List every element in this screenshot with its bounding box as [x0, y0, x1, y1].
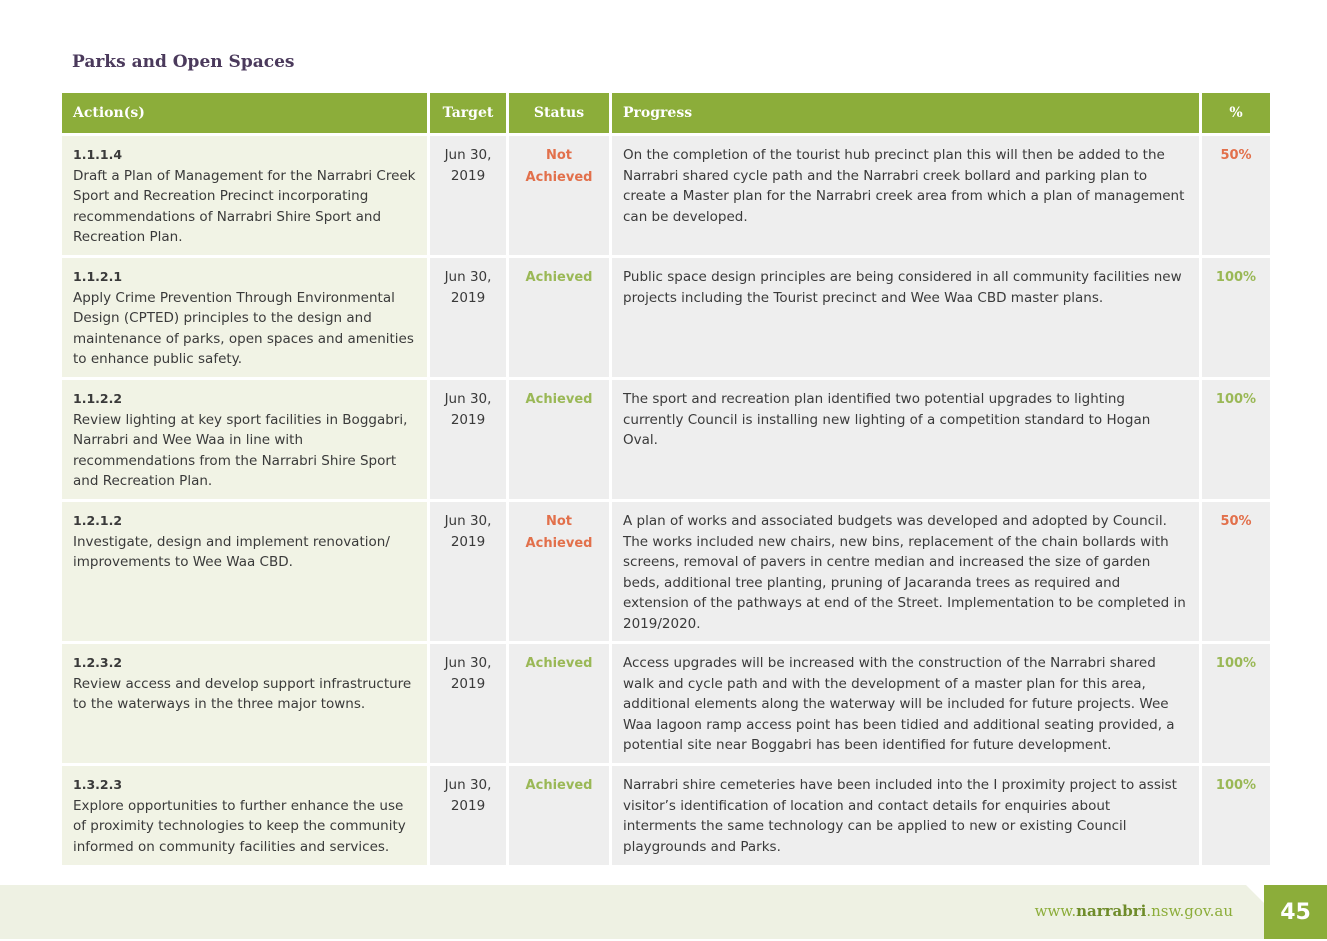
page-number: 45: [1264, 885, 1327, 939]
status-cell: [509, 644, 609, 763]
action-text: Explore opportunities to further enhance the use of proximity technologies to keep the community informed on community facilities and services.: [73, 797, 406, 855]
header-percent: %: [1202, 93, 1270, 133]
actions-table: [59, 90, 1273, 868]
url-suffix: .nsw.gov.au: [1146, 902, 1233, 920]
url-prefix: www.: [1034, 902, 1077, 920]
target-line2: 2019: [450, 289, 486, 306]
header-target: Target: [430, 93, 506, 133]
progress-cell: [612, 644, 1199, 763]
action-cell: [62, 644, 427, 763]
progress-text: Public space design principles are being considered in all community facilities new projects including the Tourist precinct and Wee Waa CBD master plans.: [623, 269, 1182, 306]
target-line2: 2019: [450, 797, 486, 814]
status-line1: Achieved: [525, 392, 593, 407]
target-line1: Jun 30,: [444, 269, 492, 285]
status-line1: Achieved: [525, 656, 593, 671]
percent-cell: [1202, 766, 1270, 865]
progress-cell: [612, 502, 1199, 641]
percent-cell: [1202, 258, 1270, 377]
percent-cell: [1202, 502, 1270, 641]
action-text: Apply Crime Prevention Through Environmental Design (CPTED) principles to the design and maintenance of parks, open spaces and amenities to enhance public safety.: [73, 289, 414, 367]
progress-text: On the completion of the tourist hub precinct plan this will then be added to the Narrabri shared cycle path and the Narrabri creek bollard and parking plan to create a Master plan for the Narrabri creek area from which a plan of management can be developed.: [623, 147, 1185, 225]
progress-cell: [612, 258, 1199, 377]
table-row: [62, 258, 1270, 377]
target-line1: Jun 30,: [444, 513, 492, 529]
table-row: [62, 766, 1270, 865]
status-cell: [509, 380, 609, 499]
progress-cell: [612, 136, 1199, 255]
progress-text: Narrabri shire cemeteries have been included into the I proximity project to assist visitor’s identification of location and contact details for enquiries about interments the same technology can be applied to new or existing Council playgrounds and Parks.: [623, 777, 1177, 855]
action-code: 1.3.2.3: [73, 777, 123, 792]
percent-cell: [1202, 380, 1270, 499]
status-cell: [509, 502, 609, 641]
target-line1: Jun 30,: [444, 391, 492, 407]
percent-value: 100%: [1215, 778, 1257, 793]
table-row: [62, 644, 1270, 763]
action-text: Review lighting at key sport facilities in Boggabri, Narrabri and Wee Waa in line with recommendations from the Narrabri Shire Sport and Recreation Plan.: [73, 411, 408, 489]
status-cell: [509, 766, 609, 865]
percent-value: 100%: [1215, 392, 1257, 407]
target-line2: 2019: [450, 533, 486, 550]
percent-value: 50%: [1220, 514, 1252, 529]
target-line1: Jun 30,: [444, 147, 492, 163]
target-cell: [430, 380, 506, 499]
progress-text: The sport and recreation plan identified two potential upgrades to lighting currently Council is installing new lighting of a competition standard to Hogan Oval.: [623, 391, 1151, 448]
target-cell: [430, 502, 506, 641]
action-code: 1.2.3.2: [73, 655, 123, 670]
target-line1: Jun 30,: [444, 777, 492, 793]
target-line2: 2019: [450, 167, 486, 184]
table-row: [62, 502, 1270, 641]
status-line1: Achieved: [525, 778, 593, 793]
action-code: 1.2.1.2: [73, 513, 123, 528]
action-text: Draft a Plan of Management for the Narrabri Creek Sport and Recreation Precinct incorporating recommendations of Narrabri Shire Sport and Recreation Plan.: [73, 167, 416, 245]
progress-cell: [612, 380, 1199, 499]
header-progress: Progress: [612, 93, 1199, 133]
action-cell: [62, 136, 427, 255]
target-line1: Jun 30,: [444, 655, 492, 671]
percent-value: 50%: [1220, 148, 1252, 163]
status-line1: Not: [545, 514, 573, 529]
url-domain: narrabri: [1076, 902, 1147, 920]
percent-cell: [1202, 136, 1270, 255]
progress-text: Access upgrades will be increased with the construction of the Narrabri shared walk and cycle path and with the development of a master plan for this area, additional elements along the waterway will be included for future projects. Wee Waa lagoon ramp access point has been tidied and additional seating provided, a potential site near Boggabri has been identified for future development.: [623, 655, 1175, 753]
status-line2: Achieved: [525, 535, 593, 551]
action-cell: [62, 766, 427, 865]
table-header-row: [62, 93, 1270, 133]
target-cell: [430, 766, 506, 865]
target-line2: 2019: [450, 411, 486, 428]
percent-value: 100%: [1215, 270, 1257, 285]
status-cell: [509, 258, 609, 377]
status-cell: [509, 136, 609, 255]
table-row: [62, 380, 1270, 499]
action-cell: [62, 258, 427, 377]
action-code: 1.1.2.1: [73, 269, 123, 284]
target-line2: 2019: [450, 675, 486, 692]
action-text: Review access and develop support infrastructure to the waterways in the three major towns.: [73, 675, 412, 712]
action-text: Investigate, design and implement renovation/ improvements to Wee Waa CBD.: [73, 533, 390, 570]
target-cell: [430, 644, 506, 763]
percent-value: 100%: [1215, 656, 1257, 671]
page-title: Parks and Open Spaces: [72, 52, 295, 72]
action-cell: [62, 380, 427, 499]
action-code: 1.1.2.2: [73, 391, 123, 406]
progress-cell: [612, 766, 1199, 865]
action-cell: [62, 502, 427, 641]
target-cell: [430, 258, 506, 377]
percent-cell: [1202, 644, 1270, 763]
target-cell: [430, 136, 506, 255]
status-line2: Achieved: [525, 169, 593, 185]
header-status: Status: [509, 93, 609, 133]
website-link[interactable]: [1035, 902, 1233, 920]
footer: [0, 885, 1327, 939]
table-row: [62, 136, 1270, 255]
progress-text: A plan of works and associated budgets was developed and adopted by Council. The works included new chairs, new bins, replacement of the chain bollards with screens, removal of pavers in centre median and increased the size of garden beds, additional tree planting, pruning of Jacaranda trees as required and extension of the pathways at end of the Street. Implementation to be completed in 2019/2020.: [623, 513, 1186, 632]
header-action: Action(s): [62, 93, 427, 133]
status-line1: Achieved: [525, 270, 593, 285]
page-number-notch: [1246, 885, 1264, 903]
status-line1: Not: [545, 148, 573, 163]
action-code: 1.1.1.4: [73, 147, 123, 162]
